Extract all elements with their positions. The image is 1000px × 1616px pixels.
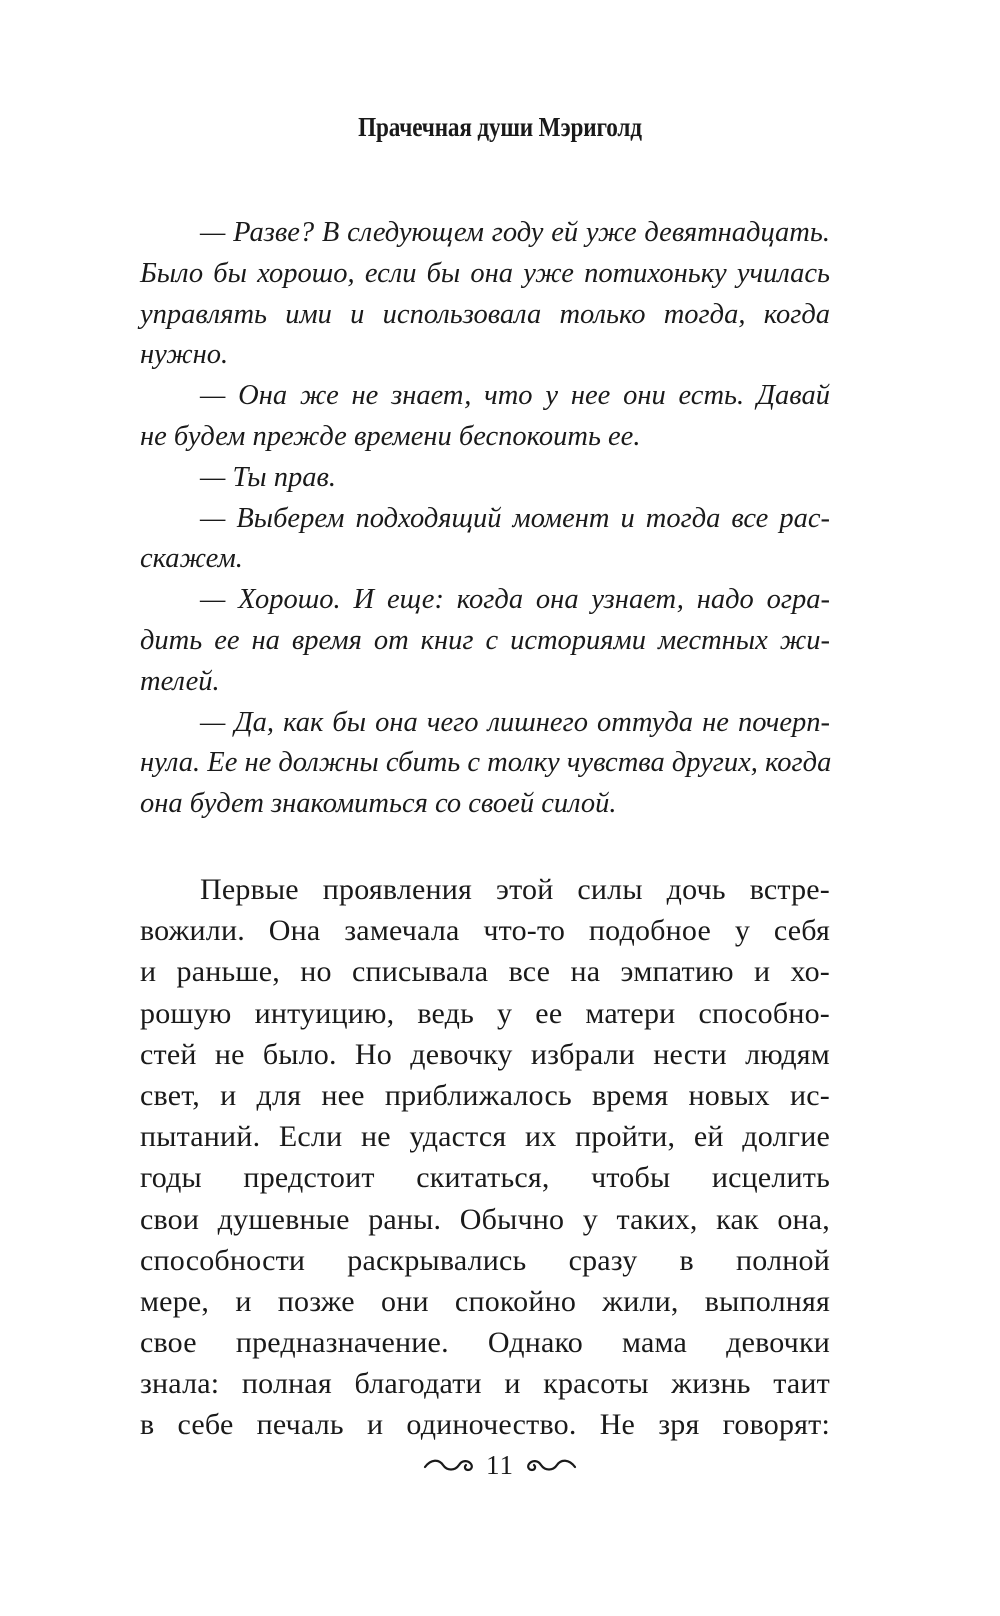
dialogue-line: телей.: [140, 665, 220, 697]
narrative-line: способности раскрывались сразу в полной: [140, 1243, 830, 1277]
page-number: 11: [486, 1449, 514, 1480]
narrative-line: пытаний. Если не удастся их пройти, ей долгие: [140, 1120, 830, 1154]
narrative-paragraph: [140, 869, 830, 1446]
dialogue-line: — Ты прав.: [200, 461, 336, 493]
narrative-line: в себе печаль и одиночество. Не зря говорят:: [140, 1408, 830, 1442]
dialogue-line: нула. Ее не должны сбить с толку чувства других, когда: [140, 747, 832, 779]
dialogue-line: — Разве? В следующем году ей уже девятнадцать.: [200, 217, 830, 248]
page-number-folio: [0, 1445, 1000, 1483]
dialogue-line: — Она же не знает, что у нее они есть. Давай: [200, 380, 830, 412]
narrative-line: свет, и для нее приближалось время новых ис-: [140, 1078, 830, 1112]
narrative-line: годы предстоит скитаться, чтобы исцелить: [140, 1161, 830, 1195]
dialogue-line: Было бы хорошо, если бы она уже потихоньку училась: [140, 257, 830, 289]
dialogue-line: — Хорошо. И еще: когда она узнает, надо огра-: [200, 584, 830, 616]
dialogue-line: — Да, как бы она чего лишнего оттуда не почерп-: [200, 706, 830, 738]
narrative-line: свои душевные раны. Обычно у таких, как она,: [140, 1202, 830, 1236]
dialogue-line: дить ее на время от книг с историями местных жи-: [140, 624, 830, 656]
swash-left-icon: [423, 1455, 475, 1475]
narrative-line: свое предназначение. Однако мама девочки: [140, 1326, 830, 1360]
narrative-line: вожили. Она замечала что-то подобное у себя: [140, 914, 830, 948]
dialogue-line: скажем.: [140, 543, 243, 575]
narrative-line: мере, и позже они спокойно жили, выполняя: [140, 1284, 830, 1318]
dialogue-line: — Выберем подходящий момент и тогда все рас-: [200, 502, 830, 534]
dialogue-line: управлять ими и использовала только тогда, когда: [140, 298, 830, 330]
swash-right-icon: [525, 1455, 577, 1475]
dialogue-line: не будем прежде времени беспокоить ее.: [140, 420, 641, 452]
running-header: Прачечная души Мэриголд: [358, 112, 642, 142]
dialogue-line: она будет знакомиться со своей силой.: [140, 788, 617, 820]
dialogue-block: [140, 213, 830, 825]
dialogue-line: нужно.: [140, 339, 229, 371]
narrative-line: рошую интуицию, ведь у ее матери способно-: [140, 996, 830, 1030]
narrative-line: Первые проявления этой силы дочь встре-: [200, 873, 830, 906]
narrative-line: стей не было. Но девочку избрали нести людям: [140, 1037, 830, 1071]
narrative-line: знала: полная благодати и красоты жизнь таит: [140, 1367, 830, 1401]
narrative-line: и раньше, но списывала все на эмпатию и хо-: [140, 955, 830, 989]
